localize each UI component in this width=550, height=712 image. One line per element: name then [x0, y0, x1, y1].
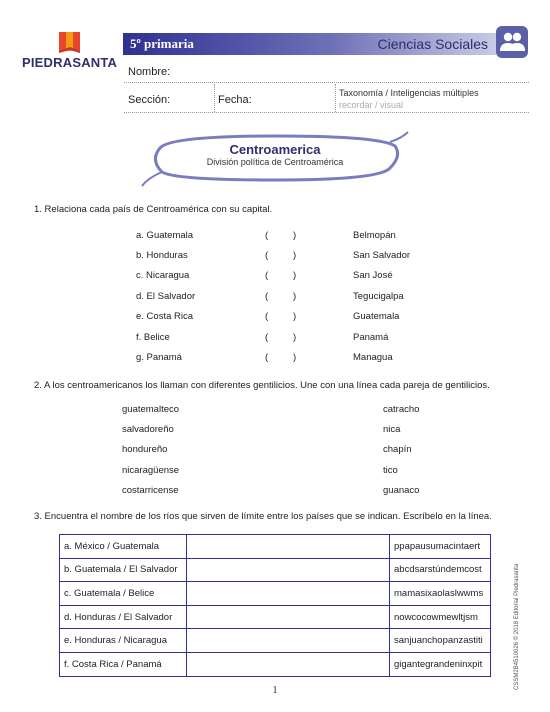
country-item: f. Belice — [136, 332, 170, 343]
table-row — [60, 605, 491, 629]
capital-item: San José — [353, 270, 393, 281]
gentilicio-left: nicaragüense — [122, 465, 180, 476]
nombre-label: Nombre: — [128, 66, 171, 78]
capital-item: Belmopán — [353, 230, 396, 241]
country-item: d. El Salvador — [136, 291, 196, 302]
question-1: 1. Relaciona cada país de Centroamérica con su capital. — [34, 204, 273, 215]
table-row — [60, 535, 491, 559]
answer-paren-open: ( — [265, 332, 269, 343]
country-item: c. Nicaragua — [136, 270, 190, 281]
country-item: a. Guatemala — [136, 230, 194, 241]
answer-paren-close: ) — [293, 332, 297, 343]
scrambled-letters: abcdsarstúndemcost — [390, 558, 491, 582]
capital-item: Managua — [353, 352, 393, 363]
question-3: 3. Encuentra el nombre de los ríos que sirven de límite entre los países que se indican. Escríbelo en la línea. — [34, 511, 492, 522]
gentilicio-right: catracho — [383, 404, 420, 415]
divider — [335, 84, 336, 112]
copyright-code: CSSM2B4510026 © 2018 Editorial Piedrasanta — [514, 563, 520, 690]
answer-field[interactable] — [187, 535, 390, 559]
gentilicio-right: chapín — [383, 444, 412, 455]
answer-paren-close: ) — [293, 352, 297, 363]
country-pair: b. Guatemala / El Salvador — [60, 558, 187, 582]
capital-item: Guatemala — [353, 311, 400, 322]
answer-field[interactable] — [187, 605, 390, 629]
answer-paren-close: ) — [293, 270, 297, 281]
answer-field[interactable] — [187, 629, 390, 653]
table-row — [60, 652, 491, 676]
country-pair: e. Honduras / Nicaragua — [60, 629, 187, 653]
country-pair: a. México / Guatemala — [60, 535, 187, 559]
answer-paren-close: ) — [293, 291, 297, 302]
answer-paren-open: ( — [265, 352, 269, 363]
subject-label: Ciencias Sociales — [377, 36, 488, 52]
logo-text: PIEDRASANTA — [22, 55, 118, 70]
page-subtitle: División política de Centroamérica — [206, 157, 344, 167]
divider — [124, 82, 529, 83]
answer-field[interactable] — [187, 652, 390, 676]
answer-field[interactable] — [187, 558, 390, 582]
country-item: e. Costa Rica — [136, 311, 194, 322]
gentilicio-right: guanaco — [383, 485, 420, 496]
scrambled-letters: ppapausumacintaert — [390, 535, 491, 559]
seccion-label: Sección: — [128, 94, 171, 106]
answer-paren-open: ( — [265, 230, 269, 241]
people-icon — [496, 26, 528, 58]
gentilicio-right: tico — [383, 465, 398, 476]
grade-label: 5º primaria — [130, 36, 194, 51]
fecha-label: Fecha: — [218, 94, 252, 106]
taxonomy-label: Taxonomía / Inteligencias múltiples — [339, 88, 479, 98]
answer-paren-open: ( — [265, 270, 269, 281]
logo-book-icon — [57, 30, 83, 54]
scrambled-letters: gigantegrandeninxpit — [390, 652, 491, 676]
answer-paren-close: ) — [293, 250, 297, 261]
country-item: b. Honduras — [136, 250, 188, 261]
answer-field[interactable] — [187, 582, 390, 606]
scrambled-letters: sanjuanchopanzastiti — [390, 629, 491, 653]
country-pair: c. Guatemala / Belice — [60, 582, 187, 606]
page-number: 1 — [272, 685, 278, 696]
country-item: g. Panamá — [136, 352, 182, 363]
table-row — [60, 582, 491, 606]
capital-item: Panamá — [353, 332, 389, 343]
divider — [214, 84, 215, 112]
answer-paren-open: ( — [265, 291, 269, 302]
country-pair: f. Costa Rica / Panamá — [60, 652, 187, 676]
table-row — [60, 629, 491, 653]
divider — [124, 112, 529, 113]
gentilicio-left: guatemalteco — [122, 404, 180, 415]
capital-item: San Salvador — [353, 250, 411, 261]
gentilicio-left: costarricense — [122, 485, 179, 496]
question-2: 2. A los centroamericanos los llaman con diferentes gentilicios. Une con una línea cada pareja de gentilicios. — [34, 380, 490, 391]
answer-paren-open: ( — [265, 311, 269, 322]
answer-paren-close: ) — [293, 311, 297, 322]
taxonomy-sub: recordar / visual — [339, 100, 404, 110]
answer-paren-open: ( — [265, 250, 269, 261]
page-title: Centroamerica — [229, 142, 321, 157]
scrambled-letters: nowcocowmewltjsm — [390, 605, 491, 629]
gentilicio-left: hondureño — [122, 444, 168, 455]
scrambled-letters: mamasixaolaslwwms — [390, 582, 491, 606]
answer-paren-close: ) — [293, 230, 297, 241]
capital-item: Tegucigalpa — [353, 291, 404, 302]
country-pair: d. Honduras / El Salvador — [60, 605, 187, 629]
gentilicio-right: nica — [383, 424, 401, 435]
gentilicio-left: salvadoreño — [122, 424, 174, 435]
table-row — [60, 558, 491, 582]
rivers-table — [59, 534, 491, 677]
